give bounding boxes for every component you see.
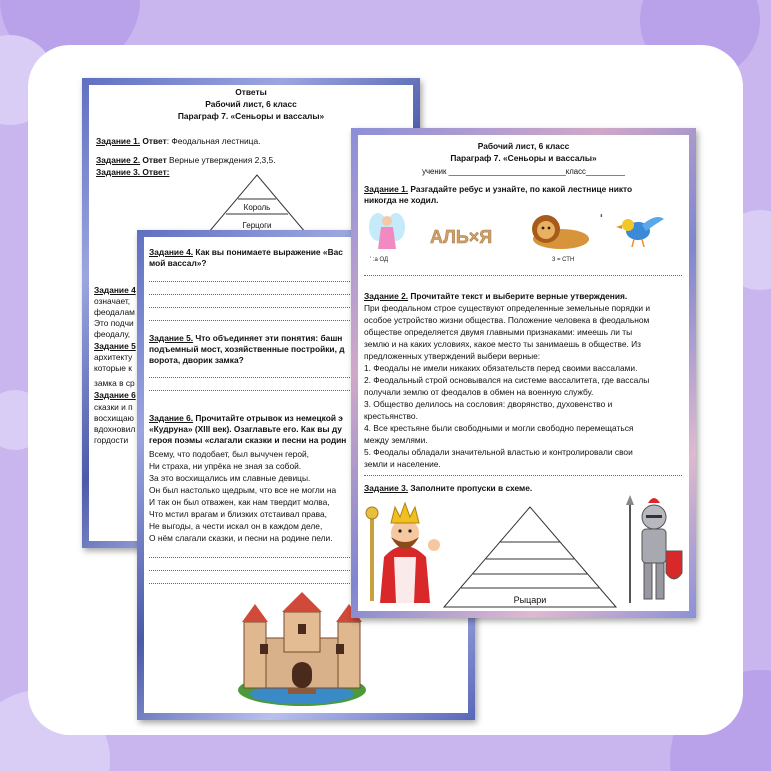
answers-title: Ответы — [235, 87, 267, 97]
answers-frag: вдохновил — [94, 424, 136, 434]
bird-icon — [616, 217, 664, 247]
poem-line: За это восхищались им славные девицы. — [149, 473, 311, 483]
answers-frag: гордости — [94, 435, 129, 445]
task2-body-line: между землями. — [364, 435, 428, 445]
task5-line3: ворота, дворик замка? — [149, 355, 244, 365]
answers-frag: которые к — [94, 363, 132, 373]
task6-line3: героя поэмы «слагали сказки и песни на родин — [149, 435, 347, 445]
answers-frag: Задание 6 — [94, 390, 136, 400]
front-sheet — [351, 128, 696, 618]
answers-frag: означает, — [94, 296, 131, 306]
answers-task1: Задание 1. Ответ: Феодальная лестница. — [96, 136, 261, 146]
rebus-word: АЛЬ×Я — [430, 227, 493, 247]
task2-body-line: землю и на каких условиях, какое место ты занимаешь в обществе. Из — [364, 339, 641, 349]
rebus-small-2: 3 = СТН — [552, 257, 575, 263]
front-task3-title: Задание 3. Заполните пропуски в схеме. — [364, 483, 533, 493]
poem-line: Не выгоды, а чести искал он в каждом деле, — [149, 521, 323, 531]
poem-line: Ни страха, ни упрёка не зная за собой. — [149, 461, 302, 471]
answers-frag: феодалам — [94, 307, 135, 317]
front-header-2: Параграф 7. «Сеньоры и вассалы» — [450, 153, 597, 163]
poem-line: И так он был отважен, как нам твердит молва, — [149, 497, 330, 507]
front-task1-line1: Задание 1. Разгадайте ребус и узнайте, по какой лестнице никто — [364, 184, 633, 194]
task2-body-line: 5. Феодалы обладали значительной властью и контролировали свои — [364, 447, 633, 457]
answers-frag: феодалу, — [94, 329, 131, 339]
svg-text:‘: ‘ — [600, 213, 603, 224]
lion-icon — [532, 215, 589, 249]
poem-line: О нём слагали сказки, и песни на родине пели. — [149, 533, 333, 543]
feudal-pyramid — [440, 503, 620, 611]
answers-paragraph: Параграф 7. «Сеньоры и вассалы» — [177, 111, 325, 121]
task2-body-line: 2. Феодальный строй основывался на системе вассалитета, где вассалы — [364, 375, 650, 385]
front-task2-title: Задание 2. Прочитайте текст и выберите верные утверждения. — [364, 291, 628, 301]
knight-illustration — [620, 493, 686, 607]
task4-line2: мой вассал»? — [149, 258, 207, 268]
answers-frag: Задание 4 — [94, 285, 136, 295]
task4-line1: Задание 4. Как вы понимаете выражение «Вас — [149, 247, 343, 257]
answers-task3: Задание 3. Ответ: — [96, 167, 170, 177]
front-header-1: Рабочий лист, 6 класс — [477, 141, 570, 151]
task2-body-line: 3. Общество делилось на сословия: дворянство, духовенство и — [364, 399, 613, 409]
task2-body-line: предложенных утверждений выбери верные: — [364, 351, 541, 361]
pyramid-label-dukes: Герцоги — [242, 221, 272, 230]
task2-body-line: получали землю от феодалов в обмен на военную службу. — [364, 387, 594, 397]
answers-task2: Задание 2. Ответ Верные утверждения 2,3,5. — [96, 155, 276, 165]
answers-subtitle: Рабочий лист, 6 класс — [205, 99, 297, 109]
task2-body-line: 1. Феодалы не имели никаких обязательств перед своими вассалами. — [364, 363, 638, 373]
pyramid-label-king: Король — [243, 203, 271, 212]
rebus-small-1: ’ :а ОД — [370, 257, 389, 263]
answers-frag: Это подчи — [94, 318, 134, 328]
rebus — [366, 209, 686, 269]
answers-frag: Задание 5 — [94, 341, 136, 351]
task2-body-line: особое устройство жизни общества. Положение человека в феодальном — [364, 315, 650, 325]
answers-frag: восхищаю — [94, 413, 134, 423]
poem-line: Всему, что подобает, был вычучен герой, — [149, 449, 309, 459]
task2-body-line: При феодальном строе существуют определенные земельные порядки и — [364, 303, 651, 313]
task2-body-line: 4. Все крестьяне были свободными и могли свободно перемещаться — [364, 423, 634, 433]
student-line: ученик ___________________________класс_________ — [422, 167, 625, 176]
answers-frag: архитекту — [94, 352, 133, 362]
task2-body-line: крестьянство. — [364, 411, 418, 421]
task5-line1: Задание 5. Что объединяет эти понятия: башн — [149, 333, 343, 343]
task2-body-line: обществе определяется двумя главными признаками: имеешь ли ты — [364, 327, 633, 337]
answers-frag: замка в ср — [94, 378, 135, 388]
task2-body-line: земли и население. — [364, 459, 441, 469]
front-task1-line2: никогда не ходил. — [364, 195, 439, 205]
task6-line1: Задание 6. Прочитайте отрывок из немецкой э — [149, 413, 343, 423]
poem-line: Что мстил врагам и близких отстаивал права, — [149, 509, 327, 519]
king-illustration — [364, 495, 444, 607]
fairy-icon — [369, 213, 405, 249]
task5-line2: подъемный мост, хозяйственные постройки, д — [149, 344, 345, 354]
poem-line: Он был настолько щедрым, что все не могли на — [149, 485, 337, 495]
task6-line2: «Кудруна» (XIII век). Озаглавьте его. Как вы ду — [149, 424, 342, 434]
answers-frag: сказки и п — [94, 402, 133, 412]
pyramid-bottom-label: Рыцари — [513, 595, 547, 605]
